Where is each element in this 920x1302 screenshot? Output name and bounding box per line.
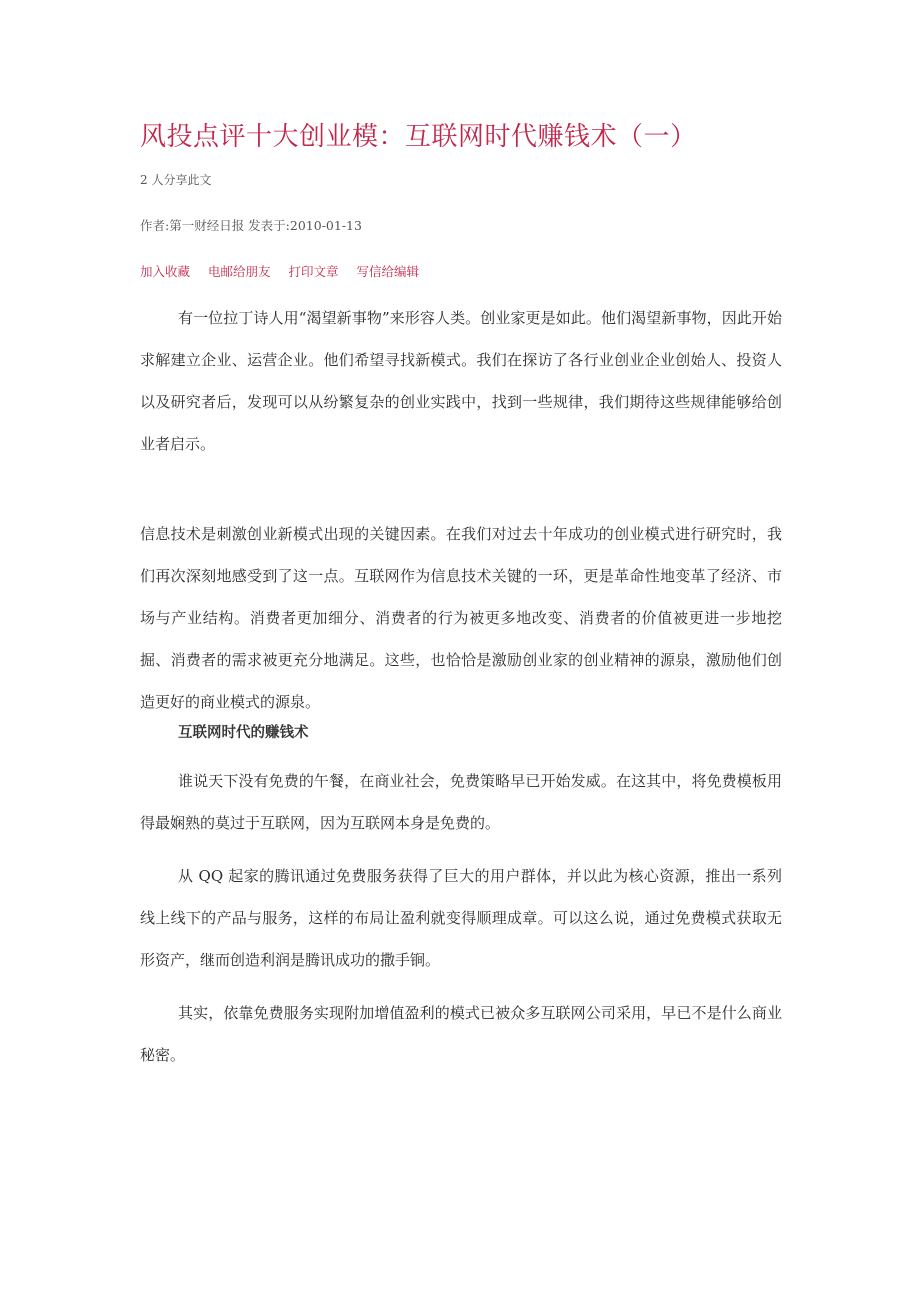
paragraph-tencent: 从 QQ 起家的腾讯通过免费服务获得了巨大的用户群体，并以此为核心资源，推出一系列线上线下的产品与服务，这样的布局让盈利就变得顺理成章。可以这么说，通过免费模式获取无形资产，继而创造利润是腾讯成功的撒手锏。 <box>140 867 782 969</box>
paragraph-intro: 有一位拉丁诗人用“渴望新事物”来形容人类。创业家更是如此。他们渴望新事物，因此开始求解建立企业、运营企业。他们希望寻找新模式。我们在探访了各行业创业企业创始人、投资人以及研究者后，发现可以从纷繁复杂的创业实践中，找到一些规律，我们期待这些规律能够给创业者启示。 <box>140 309 782 453</box>
print-article-link[interactable]: 打印文章 <box>288 264 339 279</box>
paragraph-free-lunch: 谁说天下没有免费的午餐，在商业社会，免费策略早已开始发威。在这其中，将免费模板用得最娴熟的莫过于互联网，因为互联网本身是免费的。 <box>140 772 782 832</box>
write-editor-link[interactable]: 写信给编辑 <box>356 264 420 279</box>
paragraph-free-model: 其实，依靠免费服务实现附加增值盈利的模式已被众多互联网公司采用，早已不是什么商业秘密。 <box>140 1004 782 1064</box>
article-title: 风投点评十大创业模：互联网时代赚钱术（一） <box>140 122 697 152</box>
paragraph-info-tech: 信息技术是刺激创业新模式出现的关键因素。在我们对过去十年成功的创业模式进行研究时，我们再次深刻地感受到了这一点。互联网作为信息技术关键的一环，更是革命性地变革了经济、市场与产业结构。消费者更加细分、消费者的行为被更多地改变、消费者的价值被更进一步地挖掘、消费者的需求被更充分地满足。这些，也恰恰是激励创业家的创业精神的源泉，激励他们创造更好的商业模式的源泉。 <box>140 525 782 711</box>
section-heading: 互联网时代的赚钱术 <box>178 725 309 741</box>
article-meta: 作者:第一财经日报 发表于:2010-01-13 <box>140 218 362 233</box>
share-count: 2 人分享此文 <box>140 173 212 187</box>
article-actions <box>140 262 433 280</box>
email-friend-link[interactable]: 电邮给朋友 <box>208 264 271 279</box>
add-favorite-link[interactable]: 加入收藏 <box>140 264 191 279</box>
